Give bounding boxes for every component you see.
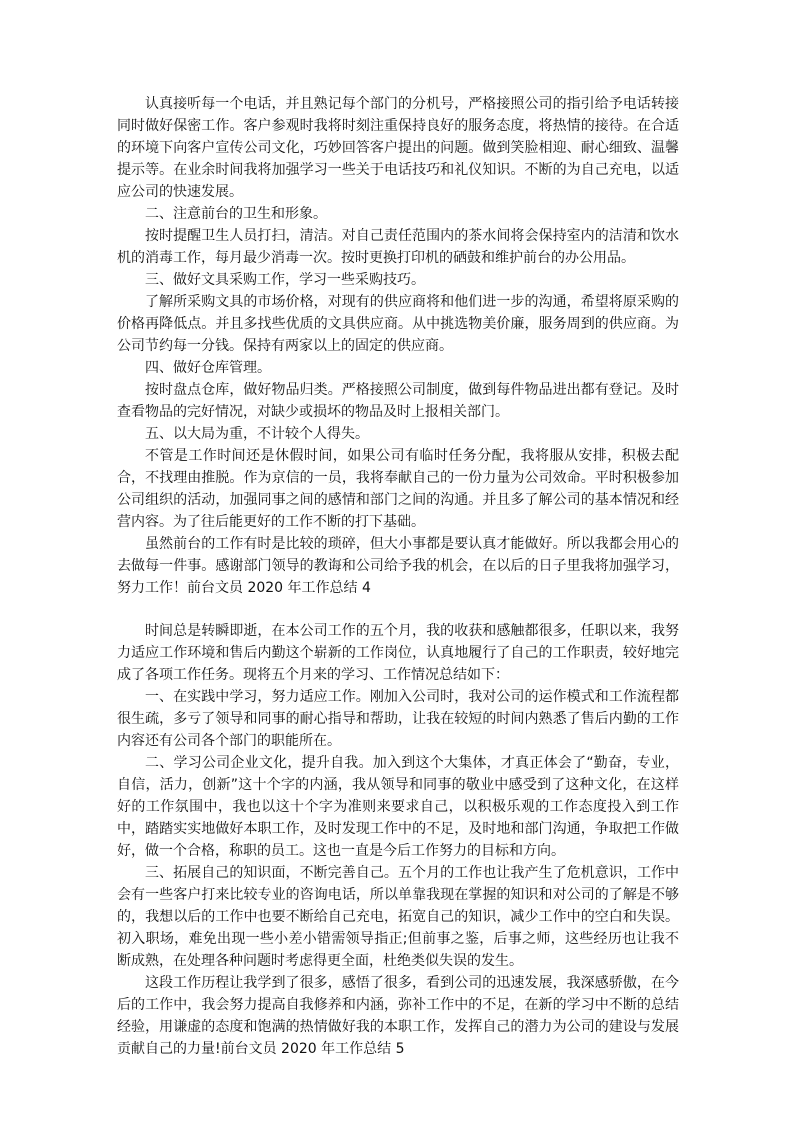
heading-5: 五、以大局为重，不计较个人得失。: [145, 426, 369, 442]
paragraph: 不管是工作时间还是休假时间，如果公司有临时任务分配，我将服从安排，积极去配合，不找理由推脱。作为京信的一员，我将奉献自己的一份力量为公司效命。平时积极参加公司组织的活动，加强同事之间的感情和部门之间的沟通。并且多了解公司的基本情况和经营内容。为了往后能更好的工作不断的打下基础。: [117, 448, 679, 530]
paragraph: 了解所采购文具的市场价格，对现有的供应商将和他们进一步的沟通，希望将原采购的价格再降低点。并且多找些优质的文具供应商。从中挑选物美价廉，服务周到的供应商。为公司节约每一分钱。保持有两家以上的固定的供应商。: [117, 294, 679, 354]
section-a: [117, 93, 679, 599]
paragraph: 认真接听每一个电话，并且熟记每个部门的分机号，严格接照公司的指引给予电话转接同时做好保密工作。客户参观时我将时刻注重保持良好的服务态度，将热情的接待。在合适的环境下向客户宣传公司文化，巧妙回答客户提出的问题。做到笑脸相迎、耐心细致、温馨提示等。在业余时间我将加强学习一些关于电话技巧和礼仪知识。不断的为自己充电，以适应公司的快速发展。: [117, 96, 679, 200]
heading-4: 四、做好仓库管理。: [145, 360, 271, 376]
paragraph-item-1: 一、在实践中学习，努力适应工作。刚加入公司时，我对公司的运作模式和工作流程都很生疏，多亏了领导和同事的耐心指导和帮助，让我在较短的时间内熟悉了售后内勤的工作内容还有公司各个部门的职能所在。: [117, 689, 679, 749]
heading-2: 二、注意前台的卫生和形象。: [145, 206, 327, 222]
paragraph-item-3: 三、拓展自己的知识面，不断完善自己。五个月的工作也让我产生了危机意识，工作中会有一些客户打来比较专业的咨询电话，所以单靠我现在掌握的知识和对公司的了解是不够的，我想以后的工作中也要不断给自己充电，拓宽自己的知识，减少工作中的空白和失误。初入职场，难免出现一些小差小错需领导指正;但前事之鉴，后事之师，这些经历也让我不断成熟，在处理各种问题时考虑得更全面，杜绝类似失误的发生。: [117, 865, 679, 969]
paragraph-closing: 这段工作历程让我学到了很多，感悟了很多，看到公司的迅速发展，我深感骄傲，在今后的工作中，我会努力提高自我修养和内涵，弥补工作中的不足，在新的学习中不断的总结经验，用谦虚的态度和饱满的热情做好我的本职工作，发挥自己的潜力为公司的建设与发展贡献自己的力量!前台文员 2020 年工作总结 5: [117, 975, 679, 1057]
section-gap: [117, 599, 679, 620]
paragraph: 按时提醒卫生人员打扫，清洁。对自己责任范围内的茶水间将会保持室内的洁清和饮水机的消毒工作，每月最少消毒一次。按时更换打印机的硒鼓和维护前台的办公用品。: [117, 228, 679, 266]
section-b: [117, 620, 679, 1060]
heading-3: 三、做好文具采购工作，学习一些采购技巧。: [145, 272, 425, 288]
paragraph-closing: 虽然前台的工作有时是比较的琐碎，但大小事都是要认真才能做好。所以我都会用心的去做每一件事。感谢部门领导的教诲和公司给予我的机会，在以后的日子里我将加强学习，努力工作！前台文员 2020 年工作总结 4: [117, 536, 679, 596]
paragraph-intro: 时间总是转瞬即逝，在本公司工作的五个月，我的收获和感触都很多，任职以来，我努力适应工作环境和售后内勤这个崭新的工作岗位，认真地履行了自己的工作职责，较好地完成了各项工作任务。现将五个月来的学习、工作情况总结如下：: [117, 623, 679, 683]
paragraph: 按时盘点仓库，做好物品归类。严格接照公司制度，做到每件物品进出都有登记。及时查看物品的完好情况，对缺少或损坏的物品及时上报相关部门。: [117, 382, 679, 420]
paragraph-item-2: 二、学习公司企业文化，提升自我。加入到这个大集体，才真正体会了“勤奋，专业，自信，活力，创新”这十个字的内涵，我从领导和同事的敬业中感受到了这种文化，在这样好的工作氛围中，我也以这十个字为准则来要求自己，以积极乐观的工作态度投入到工作中，踏踏实实地做好本职工作，及时发现工作中的不足，及时地和部门沟通，争取把工作做好，做一个合格，称职的员工。这也一直是今后工作努力的目标和方向。: [117, 755, 679, 859]
